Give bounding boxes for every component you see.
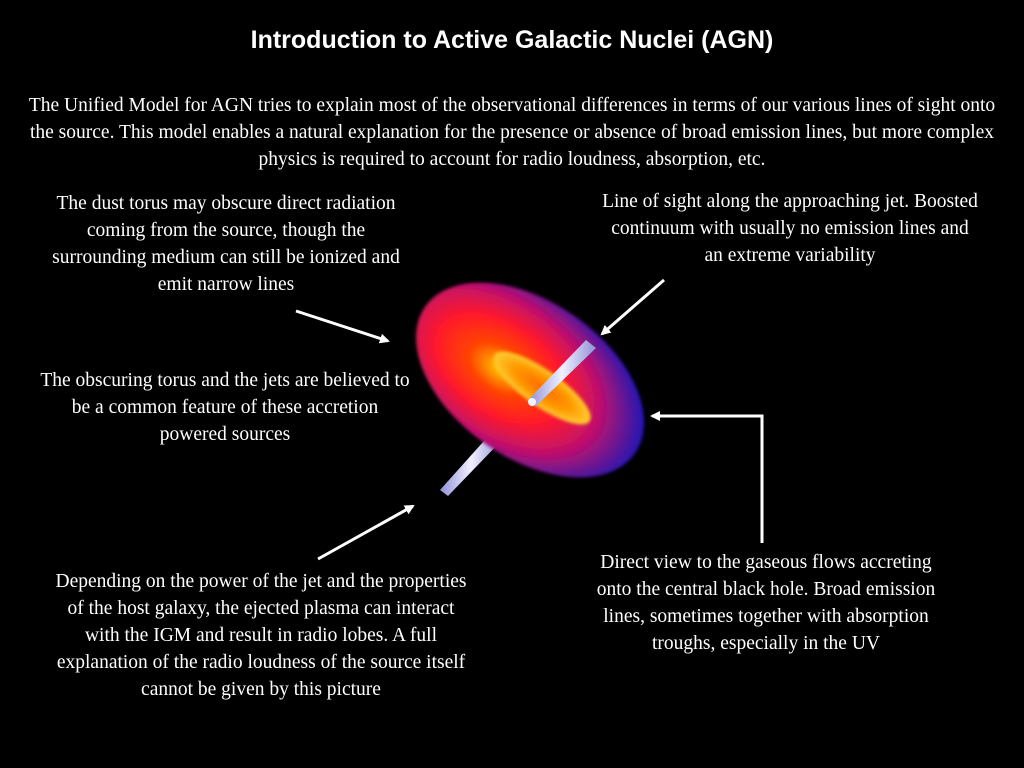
direct-view-arrow: [652, 416, 762, 543]
radio-lobes-annotation: Depending on the power of the jet and the properties of the host galaxy, the ejected plasma can interact with the IGM and result in radio lobes. A full explanation of the radio loudness of the source itself cannot be given by this picture: [55, 571, 467, 700]
radio-lobes-arrow: [318, 506, 413, 559]
torus-arrow: [296, 311, 388, 341]
intro-paragraph: The Unified Model for AGN tries to explain most of the observational differences in terms of our various lines of sight onto the source. This model enables a natural explanation for the presence or absence of broad emission lines, but more complex physics is required to account for radio loudness, absorption, etc.: [28, 95, 996, 170]
jet-line-of-sight-annotation: Line of sight along the approaching jet. Boosted continuum with usually no emission lines and an extreme variability: [602, 191, 978, 266]
torus-annotation: The dust torus may obscure direct radiation coming from the source, though the surrounding medium can still be ionized and emit narrow lines: [52, 193, 400, 295]
direct-view-annotation: Direct view to the gaseous flows accreting onto the central black hole. Broad emission lines, sometimes together with absorption troughs, especially in the UV: [596, 552, 936, 654]
common-feature-annotation: The obscuring torus and the jets are believed to be a common feature of these accretion powered sources: [40, 370, 410, 445]
jet-arrow: [602, 280, 664, 334]
page-title: Introduction to Active Galactic Nuclei (AGN): [250, 26, 774, 54]
